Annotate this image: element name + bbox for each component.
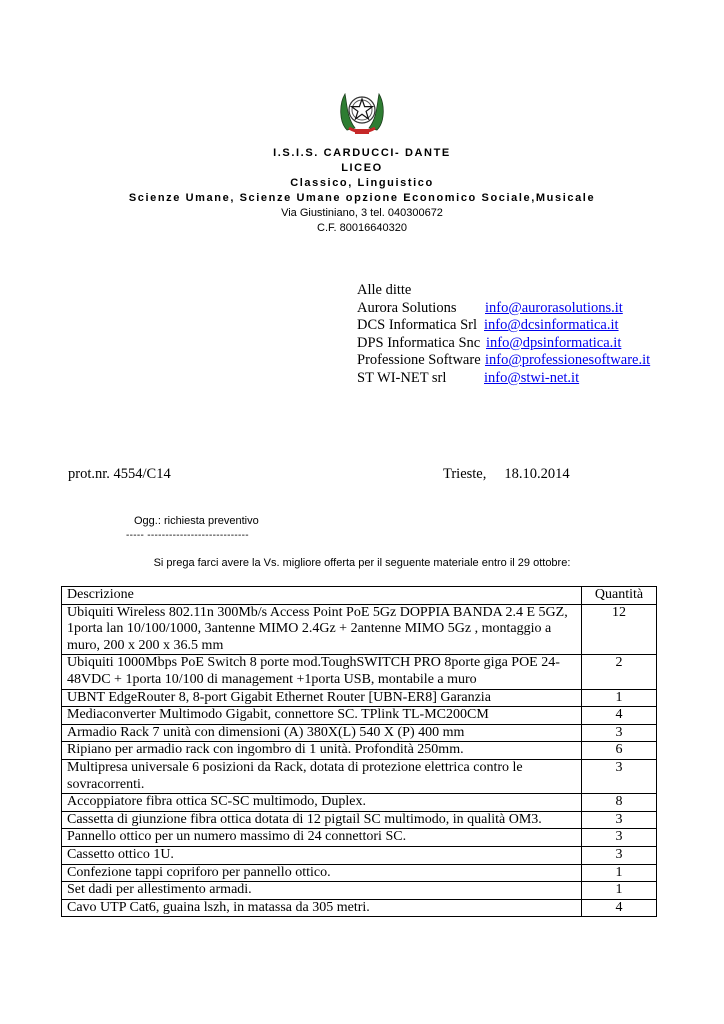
item-quantity: 4 — [582, 707, 657, 725]
recipient-email-link[interactable]: info@aurorasolutions.it — [485, 299, 623, 316]
item-description: Mediaconverter Multimodo Gigabit, connettore SC. TPlink TL-MC200CM — [62, 707, 582, 725]
recipients-intro: Alle ditte — [357, 282, 412, 298]
school-address: Via Giustiniano, 3 tel. 040300672 — [281, 207, 443, 219]
school-options: Scienze Umane, Scienze Umane opzione Economico Sociale,Musicale — [128, 192, 596, 204]
item-quantity: 3 — [582, 829, 657, 847]
item-description: Cassetto ottico 1U. — [62, 846, 582, 864]
table-row — [62, 707, 657, 725]
recipient-row — [357, 300, 650, 318]
recipients-block — [357, 282, 650, 387]
item-description: Set dadi per allestimento armadi. — [62, 882, 582, 900]
item-description: Cassetta di giunzione fibra ottica dotata di 12 pigtail SC multimodo, in qualità OM3. — [62, 811, 582, 829]
item-quantity: 8 — [582, 794, 657, 812]
recipient-name: Aurora Solutions — [357, 299, 457, 316]
item-quantity: 1 — [582, 864, 657, 882]
school-type: LICEO — [341, 162, 383, 174]
item-quantity: 3 — [582, 759, 657, 793]
table-row — [62, 759, 657, 793]
school-tax-code: C.F. 80016640320 — [317, 222, 407, 234]
item-quantity: 12 — [582, 604, 657, 655]
request-text: Si prega farci avere la Vs. migliore offerta per il seguente materiale entro il 29 ottobre: — [153, 557, 571, 569]
recipient-email-link[interactable]: info@professionesoftware.it — [485, 352, 651, 368]
school-curricula: Classico, Linguistico — [290, 177, 434, 189]
recipient-row — [357, 370, 650, 388]
item-quantity: 3 — [582, 811, 657, 829]
recipient-email-link[interactable]: info@dcsinformatica.it — [484, 317, 619, 333]
item-description: Ubiquiti 1000Mbps PoE Switch 8 porte mod.ToughSWITCH PRO 8porte giga POE 24-48VDC + 1porta 10/100 di management +1porta USB, montabile a muro — [62, 655, 582, 689]
recipient-name: Professione Software — [357, 352, 481, 368]
table-row — [62, 655, 657, 689]
table-row — [62, 899, 657, 917]
item-quantity: 3 — [582, 724, 657, 742]
recipient-row — [357, 352, 650, 370]
subject-line: Ogg.: richiesta preventivo — [134, 515, 259, 527]
subject-underline: ----- ---------------------------- — [126, 530, 249, 541]
item-description: Accoppiatore fibra ottica SC-SC multimodo, Duplex. — [62, 794, 582, 812]
item-description: Confezione tappi copriforo per pannello ottico. — [62, 864, 582, 882]
description-header: Descrizione — [62, 587, 582, 605]
school-name: I.S.I.S. CARDUCCI- DANTE — [273, 147, 451, 159]
quantity-header: Quantità — [582, 587, 657, 605]
recipient-name: DCS Informatica Srl — [357, 317, 478, 333]
letter-date: 18.10.2014 — [504, 466, 570, 482]
item-description: Armadio Rack 7 unità con dimensioni (A) 380X(L) 540 X (P) 400 mm — [62, 724, 582, 742]
place-date — [443, 466, 570, 483]
item-quantity: 1 — [582, 882, 657, 900]
item-description: UBNT EdgeRouter 8, 8-port Gigabit Ethernet Router [UBN-ER8] Garanzia — [62, 689, 582, 707]
table-row — [62, 882, 657, 900]
recipient-row — [357, 335, 650, 353]
recipient-name: DPS Informatica Snc — [357, 334, 481, 351]
item-description: Ubiquiti Wireless 802.11n 300Mb/s Access Point PoE 5Gz DOPPIA BANDA 2.4 E 5GZ, 1porta lan 10/100/1000, 3antenne MIMO 2.4Gz + 2antenne MIMO 5Gz , montaggio a muro, 200 x 200 x 36.5 mm — [62, 604, 582, 655]
item-quantity: 1 — [582, 689, 657, 707]
table-row — [62, 604, 657, 655]
table-row — [62, 829, 657, 847]
recipient-email-link[interactable]: info@dpsinformatica.it — [486, 334, 622, 351]
item-description: Ripiano per armadio rack con ingombro di 1 unità. Profondità 250mm. — [62, 742, 582, 760]
table-header-row — [62, 587, 657, 605]
italian-republic-emblem-icon — [337, 84, 387, 138]
table-row — [62, 689, 657, 707]
item-quantity: 4 — [582, 899, 657, 917]
recipient-row — [357, 317, 650, 335]
place: Trieste, — [443, 466, 487, 482]
table-row — [62, 742, 657, 760]
table-row — [62, 724, 657, 742]
items-table — [61, 586, 657, 917]
recipient-name: ST WI-NET srl — [357, 369, 447, 386]
item-quantity: 2 — [582, 655, 657, 689]
protocol-number: prot.nr. 4554/C14 — [68, 466, 171, 482]
table-row — [62, 811, 657, 829]
school-header — [0, 146, 724, 236]
item-description: Cavo UTP Cat6, guaina lszh, in matassa da 305 metri. — [62, 899, 582, 917]
table-row — [62, 794, 657, 812]
item-description: Pannello ottico per un numero massimo di 24 connettori SC. — [62, 829, 582, 847]
item-quantity: 3 — [582, 846, 657, 864]
table-row — [62, 846, 657, 864]
item-quantity: 6 — [582, 742, 657, 760]
table-row — [62, 864, 657, 882]
recipient-email-link[interactable]: info@stwi-net.it — [484, 369, 580, 386]
item-description: Multipresa universale 6 posizioni da Rack, dotata di protezione elettrica contro le sovracorrenti. — [62, 759, 582, 793]
